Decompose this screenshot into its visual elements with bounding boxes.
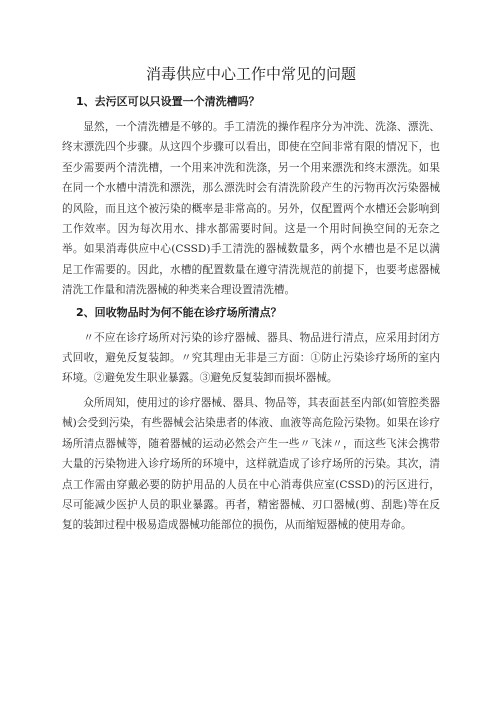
document-title: 消毒供应中心工作中常见的问题 <box>145 65 356 83</box>
document-page <box>62 64 440 536</box>
section-1-heading: 1、去污区可以只设置一个清洗槽吗？ <box>76 95 260 108</box>
section-1-paragraph-1: 显然，一个清洗槽是不够的。手工清洗的操作程序分为冲洗、洗涤、漂洗、终末漂洗四个步骤。从这四个步骤可以看出，即使在空间非常有限的情况下，也至少需要两个清洗槽，一个用来冲洗和洗涤，另一个用来漂洗和终末漂洗。如果在同一个水槽中清洗和漂洗，那么漂洗时会有清洗阶段产生的污物再次污染器械的风险，而且这个被污染的概率是非常高的。另外，仅配置两个水槽还会影响到工作效率。因为每次用水、排水都需要时间。这是一个用时间换空间的无奈之举。如果消毒供应中心(CSSD)手工清洗的器械数量多，两个水槽也是不足以满足工作需要的。因此，水槽的配置数量在遵守清洗规范的前提下，也要考虑器械清洗工作量和清洗器械的种类来合理设置清洗槽。 <box>62 121 440 297</box>
section-2-paragraph-1: 〃不应在诊疗场所对污染的诊疗器械、器具、物品进行清点，应采用封闭方式回收，避免反复装卸。〃究其理由无非是三方面：①防止污染诊疗场所的室内环境。②避免发生职业暴露。③避免反复装卸而损坏器械。 <box>62 331 440 385</box>
section-2-heading: 2、回收物品时为何不能在诊疗场所清点？ <box>76 305 282 319</box>
section-2-paragraph-2: 众所周知，使用过的诊疗器械、器具、物品等，其表面甚至内部(如管腔类器械)会受到污染，有些器械会沾染患者的体液、血液等高危险污染物。如果在诊疗场所清点器械等，随着器械的运动必然会产生一些〃飞沫〃，而这些飞沫会携带大量的污染物进入诊疗场所的环境中，这样就造成了诊疗场所的污染。其次，清点工作需由穿戴必要的防护用品的人员在中心消毒供应室(CSSD)的污区进行，尽可能减少医护人员的职业暴露。再者，精密器械、刃口器械(剪、刮匙)等在反复的装卸过程中极易造成器械功能部位的损伤，从而缩短器械的使用寿命。 <box>62 396 440 532</box>
